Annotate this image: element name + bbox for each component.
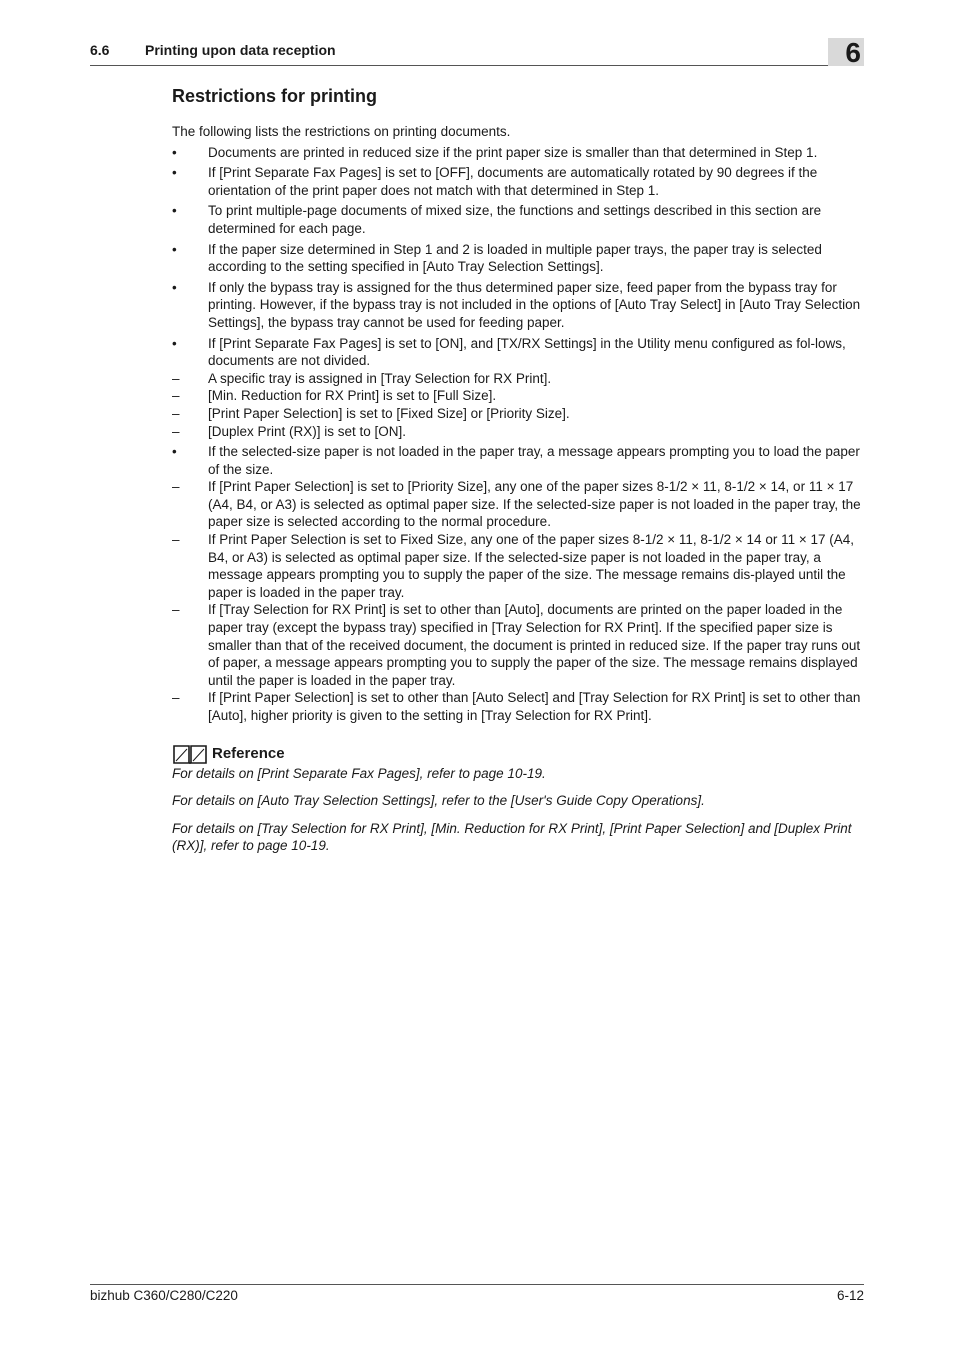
list-item-text: A specific tray is assigned in [Tray Selection for RX Print]. <box>208 370 552 386</box>
reference-heading <box>172 743 864 765</box>
list-item-text: If the paper size determined in Step 1 and 2 is loaded in multiple paper trays, the paper tray is selected according to the setting specified in [Auto Tray Selection Settings]. <box>208 241 822 275</box>
dash-mark: – <box>172 388 180 404</box>
dash-mark: – <box>172 602 180 618</box>
list-item <box>172 279 864 332</box>
page-number: 6-12 <box>836 1288 864 1303</box>
list-item-text: If the selected-size paper is not loaded in the paper tray, a message appears prompting you to load the paper of the size. <box>208 444 860 477</box>
section-number: 6.6 <box>90 42 110 58</box>
bullet-mark: • <box>172 444 177 460</box>
footer-rule <box>90 1284 864 1285</box>
sub-list-item <box>172 689 864 724</box>
dash-mark: – <box>172 532 180 548</box>
main-content <box>172 85 864 865</box>
bullet-mark: • <box>172 335 177 351</box>
page-title: Restrictions for printing <box>172 86 378 106</box>
list-item-text: If [Print Separate Fax Pages] is set to [ON], and [TX/RX Settings] in the Utility menu configured as fol-lows, documents are not divided. <box>208 335 846 369</box>
list-item-text: If Print Paper Selection is set to Fixed Size, any one of the paper sizes 8-1/2 × 11, 8-1/2 × 14 or 11 × 17 (A4, B4, or A3) is selected as optimal paper size. If the selected-size paper is not loaded in the paper tray, a message appears prompting you to supply the paper of the size. The message remains dis-played until the paper is loaded in the paper tray. <box>208 532 854 600</box>
bullet-mark: • <box>172 203 177 219</box>
reference-title: Reference <box>212 745 285 763</box>
header-rule <box>90 65 864 66</box>
list-item-text: [Min. Reduction for RX Print] is set to [Full Size]. <box>208 388 497 404</box>
list-item <box>172 335 864 370</box>
chapter-number: 6 <box>828 38 864 66</box>
dash-mark: – <box>172 405 180 421</box>
product-model: bizhub C360/C280/C220 <box>90 1288 238 1303</box>
sub-list-item <box>172 387 864 405</box>
intro-paragraph: The following lists the restrictions on printing documents. <box>172 124 511 139</box>
sub-list-item <box>172 405 864 423</box>
bullet-mark: • <box>172 279 177 295</box>
list-item <box>172 144 864 162</box>
list-item-text: If only the bypass tray is assigned for the thus determined paper size, feed paper from the bypass tray for printing. However, if the bypass tray is not included in the options of [Auto Tray Select] in [Auto Tray Selection Settings], the bypass tray cannot be used for feeding paper. <box>208 279 861 330</box>
sub-list-item <box>172 478 864 531</box>
list-item <box>172 241 864 276</box>
dash-mark: – <box>172 423 180 439</box>
sub-list-item <box>172 601 864 689</box>
page-header <box>90 40 864 65</box>
list-item-text: If [Print Paper Selection] is set to other than [Auto Select] and [Tray Selection for RX Print] is set to other than [Auto], higher priority is given to the setting in [Tray Selection for RX Print]. <box>208 690 861 723</box>
bullet-mark: • <box>172 241 177 257</box>
dash-mark: – <box>172 479 180 495</box>
reference-line: For details on [Auto Tray Selection Settings], refer to the [User's Guide Copy Operations]. <box>172 793 705 809</box>
list-item-text: [Print Paper Selection] is set to [Fixed Size] or [Priority Size]. <box>208 405 570 421</box>
page-footer <box>90 1284 864 1303</box>
list-item-text: [Duplex Print (RX)] is set to [ON]. <box>208 423 407 439</box>
reference-line: For details on [Print Separate Fax Pages], refer to page 10-19. <box>172 765 546 781</box>
list-item <box>172 202 864 237</box>
list-item-text: If [Print Paper Selection] is set to [Priority Size], any one of the paper sizes 8-1/2 × 11, 8-1/2 × 14, or 11 × 17 (A4, B4, or A3) is selected as optimal paper size. If the selected-size paper is not loaded in the paper tray, the paper size is selected according to the normal procedure. <box>208 479 861 530</box>
list-item <box>172 443 864 478</box>
reference-line: For details on [Tray Selection for RX Print], [Min. Reduction for RX Print], [Print Paper Selection] and [Duplex Print (RX)], refer to page 10-19. <box>172 820 852 854</box>
reference-section <box>172 743 864 855</box>
restrictions-list <box>172 144 864 725</box>
list-item-text: To print multiple-page documents of mixed size, the functions and settings described in this section are determined for each page. <box>208 203 822 236</box>
section-title: Printing upon data reception <box>145 42 336 58</box>
book-icon <box>172 743 208 765</box>
sub-list-item <box>172 370 864 388</box>
sub-list-item <box>172 423 864 441</box>
list-item-text: If [Tray Selection for RX Print] is set to other than [Auto], documents are printed on the paper loaded in the paper tray (except the bypass tray) specified in [Tray Selection for RX Print]. If the specified paper size is smaller than that of the received document, the document is printed in reduced size. If the paper tray runs out of paper, a message appears prompting you to supply the paper of the size. The message remains displayed until the paper is loaded in the paper tray. <box>208 602 861 688</box>
list-item-text: Documents are printed in reduced size if the print paper size is smaller than that determined in Step 1. <box>208 144 818 160</box>
list-item-text: If [Print Separate Fax Pages] is set to [OFF], documents are automatically rotated by 90 degrees if the orientation of the print paper does not match with that determined in Step 1. <box>208 165 818 198</box>
dash-mark: – <box>172 690 180 706</box>
bullet-mark: • <box>172 144 177 160</box>
dash-mark: – <box>172 370 180 386</box>
sub-list-item <box>172 531 864 601</box>
bullet-mark: • <box>172 165 177 181</box>
list-item <box>172 164 864 199</box>
